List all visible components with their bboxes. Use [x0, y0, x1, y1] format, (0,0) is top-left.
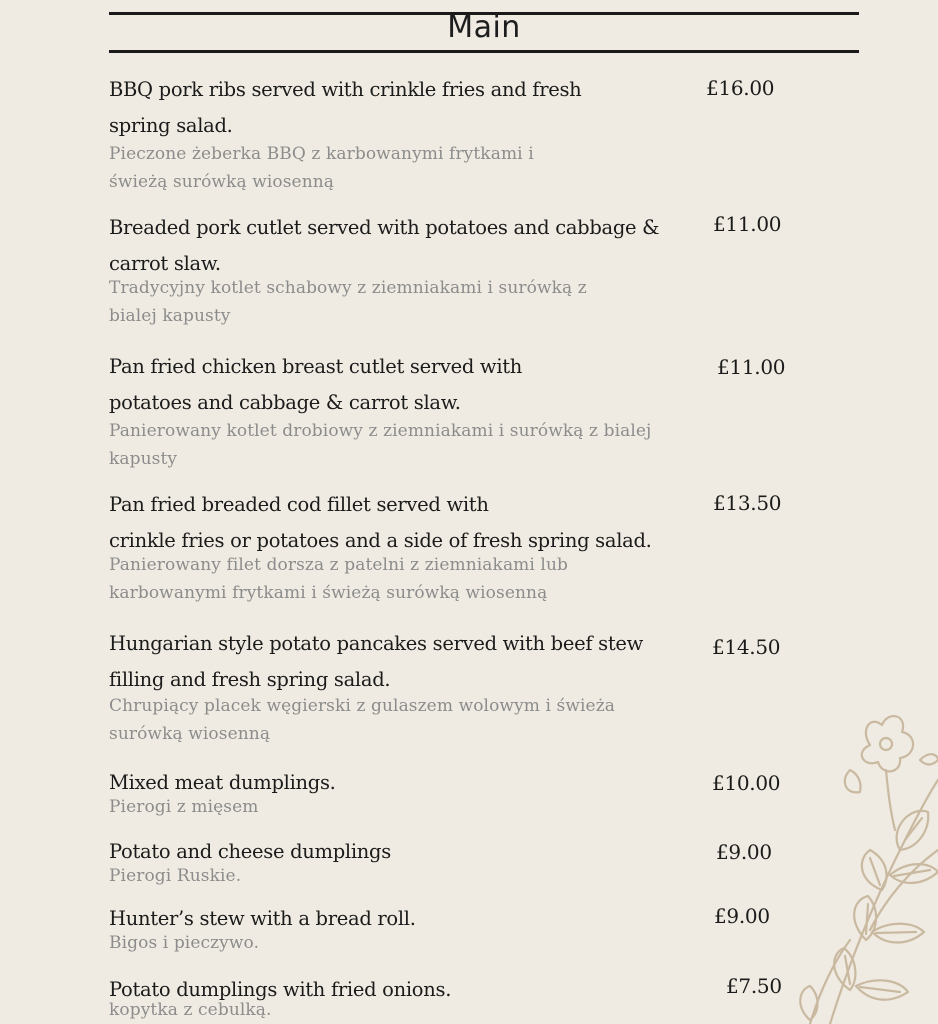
item-polish-name-cont: surówką wiosenną — [109, 724, 271, 744]
item-price: £14.50 — [712, 635, 781, 659]
item-name: Hungarian style potato pancakes served with beef stew — [109, 632, 644, 655]
menu-item-hunters-stew — [109, 901, 709, 957]
menu-item-bbq-ribs — [109, 72, 709, 196]
item-polish-name-cont: świeżą surówką wiosenną — [109, 172, 335, 192]
menu-item-ruskie-dumplings — [109, 834, 709, 890]
item-name: Mixed meat dumplings. — [109, 771, 336, 794]
item-price: £10.00 — [712, 771, 781, 795]
item-name-cont: crinkle fries or potatoes and a side of fresh spring salad. — [109, 529, 652, 552]
menu-item-meat-dumplings — [109, 765, 709, 821]
menu-item-chicken-cutlet — [109, 349, 709, 473]
item-price: £13.50 — [713, 491, 782, 515]
item-polish-name: Panierowany filet dorsza z patelni z ziemniakami lub — [109, 555, 569, 575]
menu-item-potato-pancakes — [109, 626, 709, 748]
item-name-cont: spring salad. — [109, 114, 233, 137]
item-polish-name: Tradycyjny kotlet schabowy z ziemniakami i surówką z — [109, 278, 587, 298]
section-title: Main — [447, 10, 521, 45]
menu-item-cod-fillet — [109, 487, 709, 607]
item-price: £11.00 — [713, 212, 782, 236]
item-polish-name: Pierogi Ruskie. — [109, 866, 242, 886]
item-name: Hunter’s stew with a bread roll. — [109, 907, 416, 930]
item-polish-name: Bigos i pieczywo. — [109, 933, 260, 953]
item-name-cont: potatoes and cabbage & carrot slaw. — [109, 391, 461, 414]
floral-branch-icon — [790, 700, 938, 1024]
item-polish-name: Pierogi z mięsem — [109, 797, 259, 817]
item-polish-name: kopytka z cebulką. — [109, 1000, 272, 1020]
item-price: £9.00 — [714, 904, 770, 928]
item-price: £9.00 — [716, 840, 772, 864]
item-name-cont: filling and fresh spring salad. — [109, 668, 391, 691]
item-name: Pan fried chicken breast cutlet served with — [109, 355, 523, 378]
item-name: Pan fried breaded cod fillet served with — [109, 493, 489, 516]
menu-item-potato-dumplings — [109, 972, 709, 1024]
item-name: Potato and cheese dumplings — [109, 840, 391, 863]
item-name: Potato dumplings with fried onions. — [109, 978, 452, 1001]
item-polish-name: Panierowany kotlet drobiowy z ziemniakami i surówką z bialej — [109, 421, 652, 441]
item-polish-name-cont: kapusty — [109, 449, 178, 469]
item-polish-name: Chrupiący placek węgierski z gulaszem wolowym i świeża — [109, 696, 616, 716]
title-underline — [109, 50, 859, 53]
item-polish-name-cont: bialej kapusty — [109, 306, 231, 326]
item-polish-name: Pieczone żeberka BBQ z karbowanymi frytkami i — [109, 144, 534, 164]
item-name-cont: carrot slaw. — [109, 252, 221, 275]
item-price: £11.00 — [717, 355, 786, 379]
item-price: £16.00 — [706, 76, 775, 100]
item-name: Breaded pork cutlet served with potatoes and cabbage & — [109, 216, 660, 239]
item-price: £7.50 — [726, 974, 782, 998]
menu-item-pork-cutlet — [109, 210, 709, 330]
item-polish-name-cont: karbowanymi frytkami i świeżą surówką wiosenną — [109, 583, 548, 603]
item-name: BBQ pork ribs served with crinkle fries and fresh — [109, 78, 582, 101]
